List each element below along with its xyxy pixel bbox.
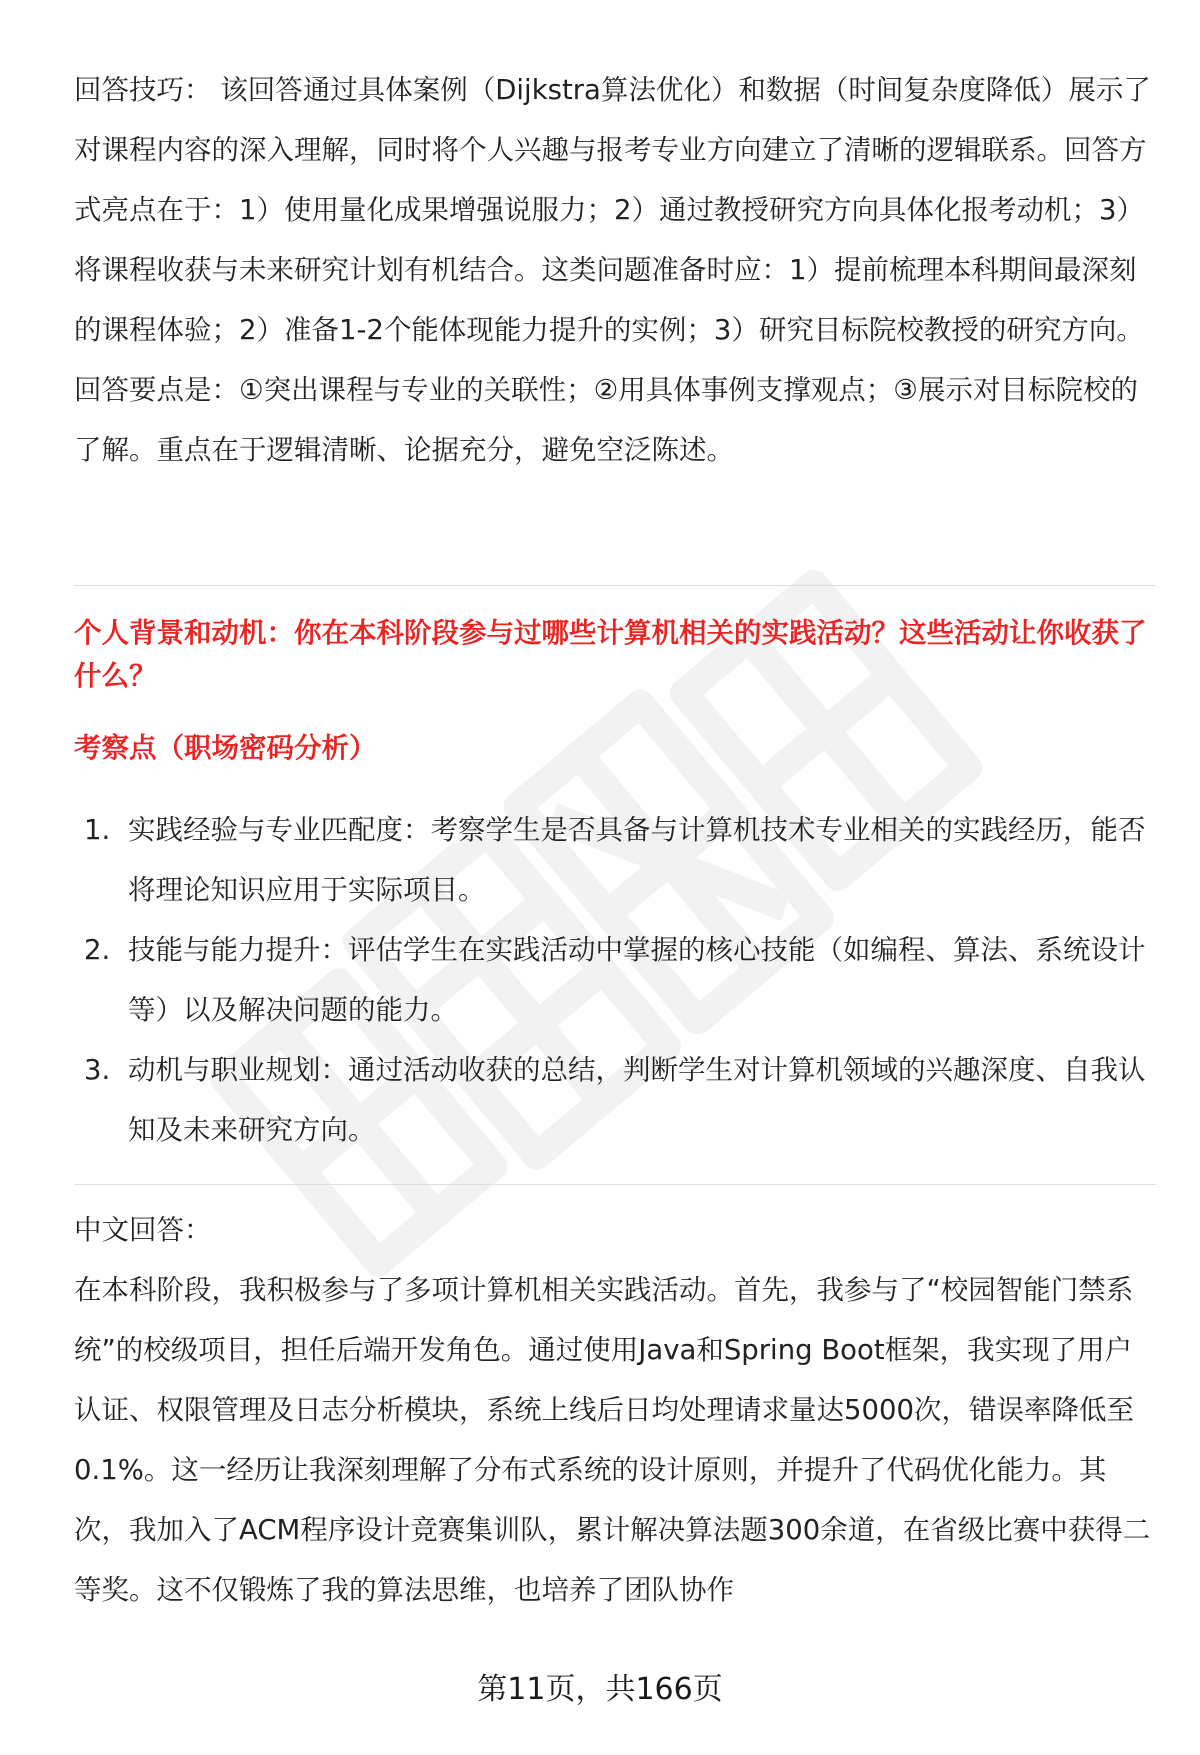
section-divider bbox=[74, 585, 1156, 586]
question-title: 个人背景和动机：你在本科阶段参与过哪些计算机相关的实践活动？这些活动让你收获了什么？ bbox=[74, 617, 1147, 692]
list-item bbox=[74, 920, 1156, 1040]
section-heading: 考察点（职场密码分析） bbox=[74, 732, 377, 764]
list-item-number: 3. bbox=[84, 1054, 111, 1086]
list-item-text: 实践经验与专业匹配度：考察学生是否具备与计算机技术专业相关的实践经历，能否将理论知识应用于实际项目。 bbox=[128, 814, 1146, 906]
section-divider bbox=[74, 1184, 1156, 1185]
list-item-number: 1. bbox=[84, 814, 111, 846]
list-item-text: 技能与能力提升：评估学生在实践活动中掌握的核心技能（如编程、算法、系统设计等）以及解决问题的能力。 bbox=[128, 934, 1146, 1026]
page-number-footer: 第11页，共166页 bbox=[477, 1672, 723, 1707]
list-item-number: 2. bbox=[84, 934, 111, 966]
answer-label: 中文回答： bbox=[74, 1214, 212, 1246]
list-item bbox=[74, 1040, 1156, 1160]
assessment-points-list bbox=[74, 800, 1156, 1160]
list-item bbox=[74, 800, 1156, 920]
list-item-text: 动机与职业规划：通过活动收获的总结，判断学生对计算机领域的兴趣深度、自我认知及未来研究方向。 bbox=[128, 1054, 1146, 1146]
answer-body-paragraph: 在本科阶段，我积极参与了多项计算机相关实践活动。首先，我参与了“校园智能门禁系统”的校级项目，担任后端开发角色。通过使用Java和Spring Boot框架，我实现了用户认证、权限管理及日志分析模块，系统上线后日均处理请求量达5000次，错误率降低至0.1%。这一经历让我深刻理解了分布式系统的设计原则，并提升了代码优化能力。其次，我加入了ACM程序设计竞赛集训队，累计解决算法题300余道，在省级比赛中获得二等奖。这不仅锻炼了我的算法思维，也培养了团队协作 bbox=[74, 1274, 1151, 1606]
answer-tip-paragraph: 回答技巧： 该回答通过具体案例（Dijkstra算法优化）和数据（时间复杂度降低）展示了对课程内容的深入理解，同时将个人兴趣与报考专业方向建立了清晰的逻辑联系。回答方式亮点在于：1）使用量化成果增强说服力；2）通过教授研究方向具体化报考动机；3）将课程收获与未来研究计划有机结合。这类问题准备时应：1）提前梳理本科期间最深刻的课程体验；2）准备1-2个能体现能力提升的实例；3）研究目标院校教授的研究方向。回答要点是：①突出课程与专业的关联性；②用具体事例支撑观点；③展示对目标院校的了解。重点在于逻辑清晰、论据充分，避免空泛陈述。 bbox=[74, 74, 1151, 466]
